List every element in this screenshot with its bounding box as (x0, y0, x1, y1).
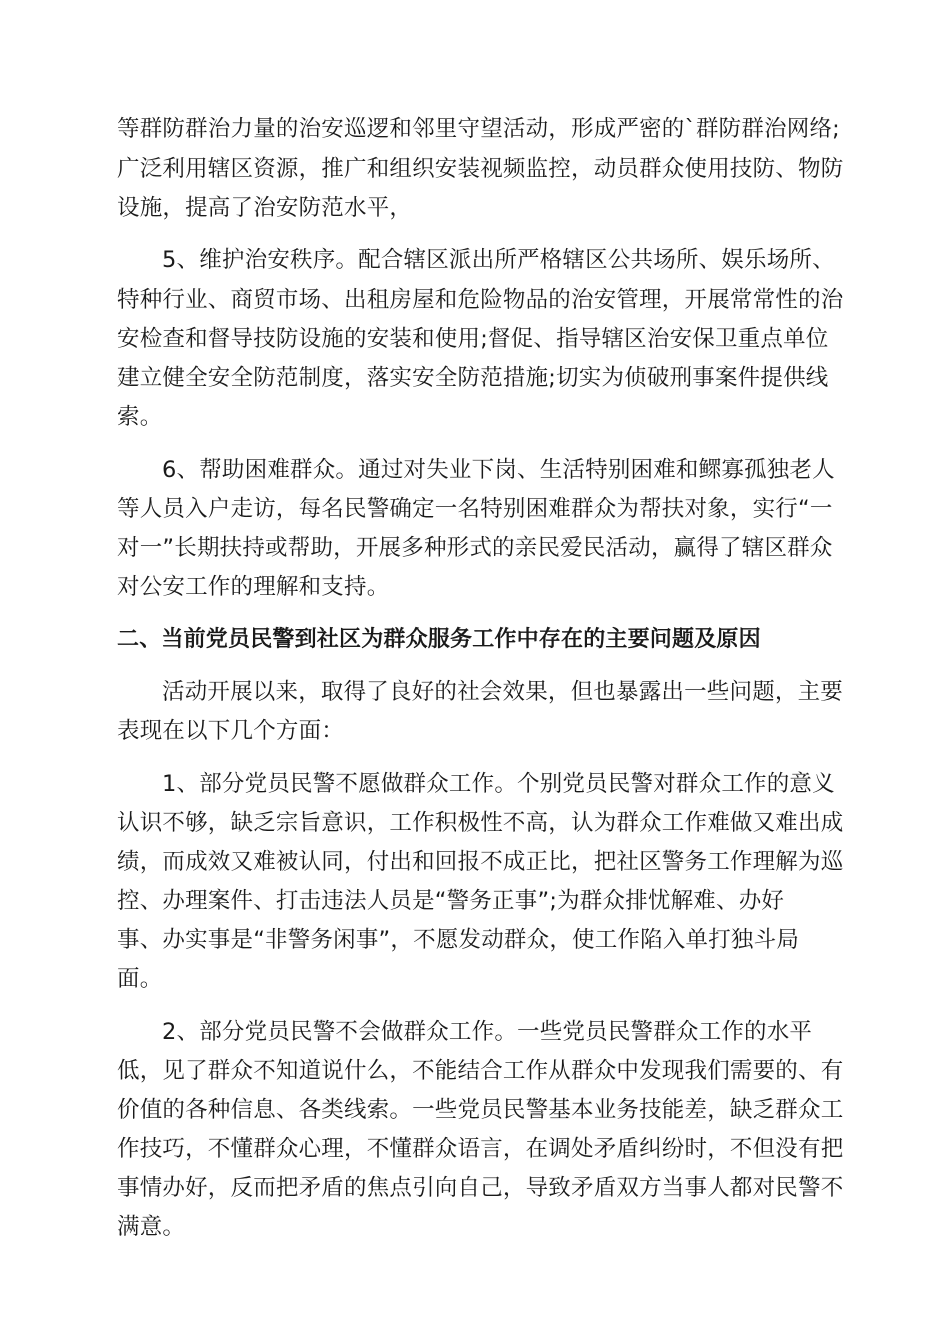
text-line: 作技巧，不懂群众心理，不懂群众语言，在调处矛盾纠纷时，不但没有把 (117, 1136, 844, 1162)
text-line: 价值的各种信息、各类线索。一些党员民警基本业务技能差，缺乏群众工 (117, 1097, 844, 1123)
text-line: 5、维护治安秩序。配合辖区派出所严格辖区公共场所、娱乐场所、 (162, 247, 835, 273)
text-line: 6、帮助困难群众。通过对失业下岗、生活特别困难和鳏寡孤独老人 (162, 457, 835, 483)
text-line: 2、部分党员民警不会做群众工作。一些党员民警群众工作的水平 (162, 1019, 813, 1045)
text-line: 认识不够，缺乏宗旨意识，工作积极性不高，认为群众工作难做又难出成 (117, 810, 844, 836)
text-line: 对一”长期扶持或帮助，开展多种形式的亲民爱民活动，赢得了辖区群众 (117, 535, 833, 561)
text-line: 等人员入户走访，每名民警确定一名特别困难群众为帮扶对象，实行“一 (117, 496, 833, 522)
text-line: 安检查和督导技防设施的安装和使用;督促、指导辖区治安保卫重点单位 (117, 326, 829, 352)
text-line: 1、部分党员民警不愿做群众工作。个别党员民警对群众工作的意义 (162, 771, 835, 797)
text-line: 索。 (117, 404, 163, 430)
text-line: 特种行业、商贸市场、出租房屋和危险物品的治安管理，开展常常性的治 (117, 287, 844, 313)
section-heading: 二、当前党员民警到社区为群众服务工作中存在的主要问题及原因 (117, 627, 761, 652)
text-line: 设施，提高了治安防范水平， (117, 195, 413, 221)
text-line: 对公安工作的理解和支持。 (117, 574, 390, 600)
text-line: 绩，而成效又难被认同，付出和回报不成正比，把社区警务工作理解为巡 (117, 849, 844, 875)
text-line: 事、办实事是“非警务闲事”，不愿发动群众，使工作陷入单打独斗局 (117, 927, 800, 953)
text-line: 建立健全安全防范制度，落实安全防范措施;切实为侦破刑事案件提供线 (117, 365, 829, 391)
text-line: 控、办理案件、打击违法人员是“警务正事”;为群众排忧解难、办好 (117, 888, 785, 914)
text-line: 表现在以下几个方面： (117, 718, 345, 744)
text-line: 广泛利用辖区资源，推广和组织安装视频监控，动员群众使用技防、物防 (117, 156, 844, 182)
text-line: 面。 (117, 966, 163, 992)
text-line: 等群防群治力量的治安巡逻和邻里守望活动，形成严密的`群防群治网络; (117, 116, 840, 142)
text-line: 活动开展以来，取得了良好的社会效果，但也暴露出一些问题，主要 (162, 679, 844, 705)
text-line: 低，见了群众不知道说什么，不能结合工作从群众中发现我们需要的、有 (117, 1058, 844, 1084)
text-line: 满意。 (117, 1214, 186, 1240)
text-line: 事情办好，反而把矛盾的焦点引向自己，导致矛盾双方当事人都对民警不 (117, 1175, 844, 1201)
